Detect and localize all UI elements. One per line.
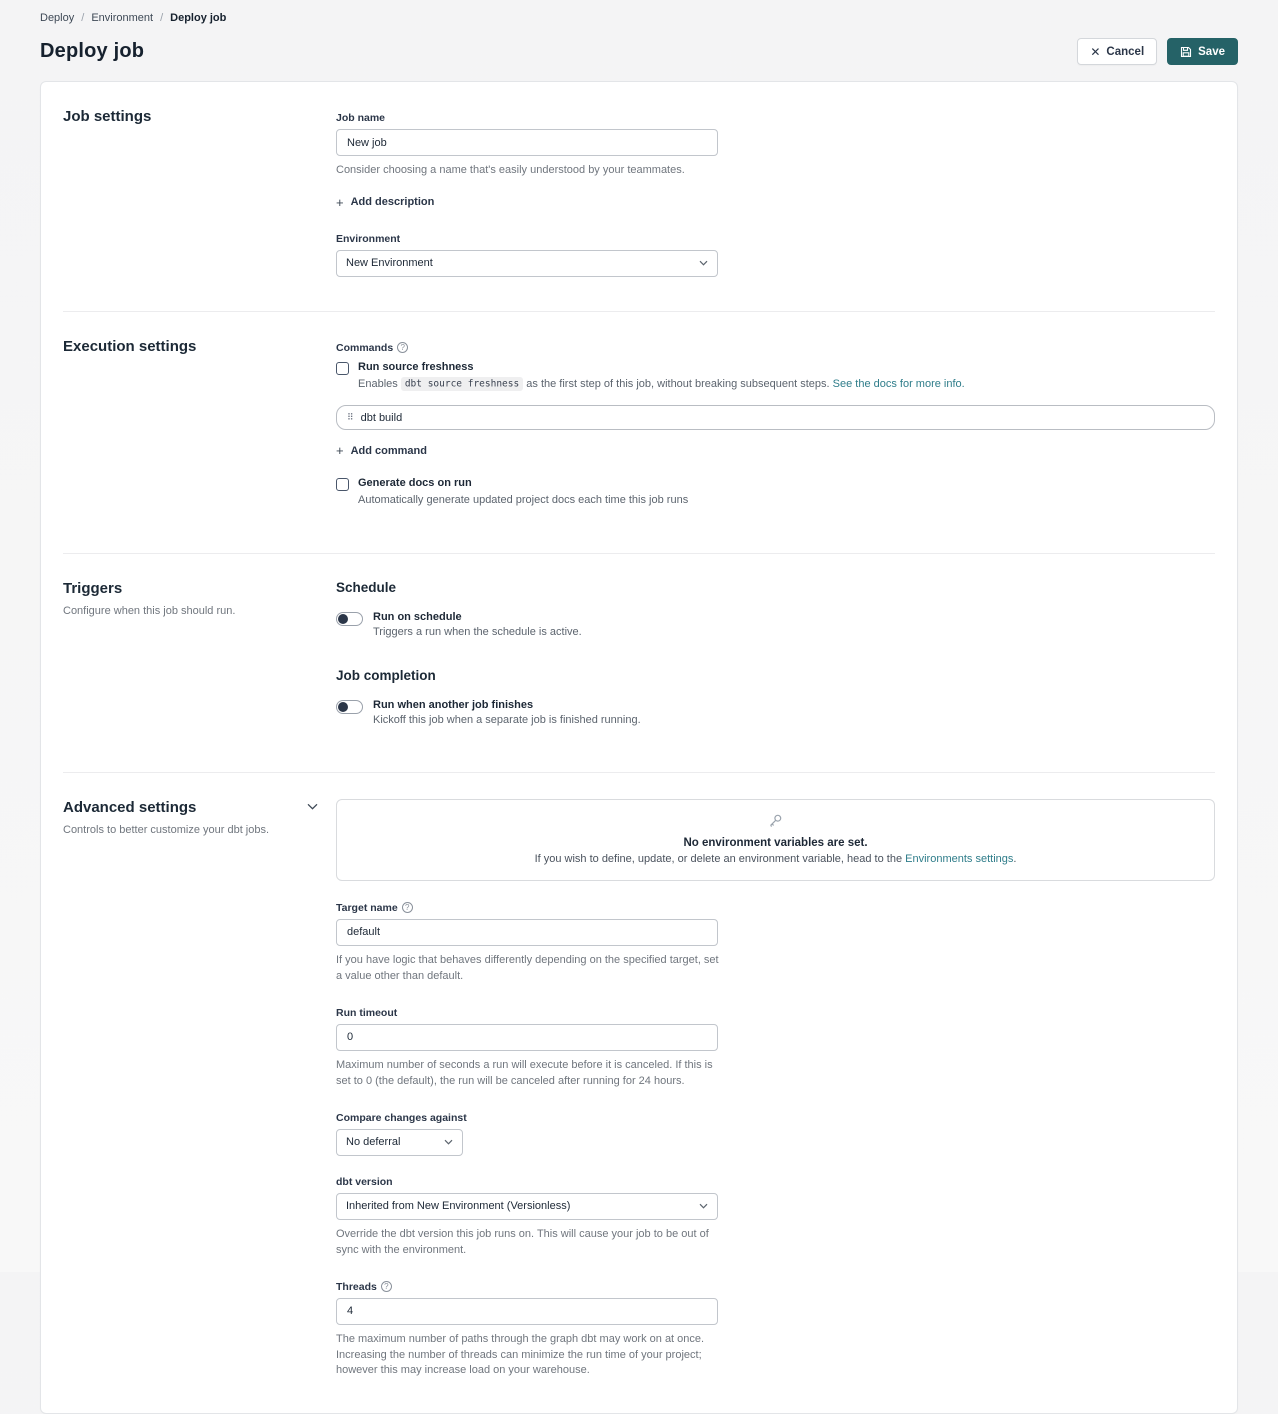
compare-changes-value: No deferral [346, 1136, 401, 1149]
run-source-freshness-label: Run source freshness [358, 360, 474, 373]
job-name-label: Job name [336, 112, 386, 124]
help-icon[interactable]: ? [397, 342, 408, 353]
section-advanced-settings [63, 772, 1215, 1413]
plus-icon: + [336, 194, 344, 210]
triggers-subtitle: Configure when this job should run. [63, 604, 236, 617]
target-name-field [336, 898, 1215, 985]
advanced-settings-subtitle: Controls to better customize your dbt jobs. [63, 823, 270, 836]
collapse-chevron-icon[interactable] [307, 803, 318, 810]
run-when-job-finishes-row [336, 699, 1215, 726]
command-input-row[interactable] [336, 405, 1215, 430]
header-actions [1077, 38, 1238, 65]
freshness-code-chip: dbt source freshness [401, 377, 523, 391]
breadcrumb-environment[interactable]: Environment [91, 12, 154, 24]
execution-settings-heading: Execution settings [63, 337, 197, 355]
add-description-button[interactable] [336, 196, 434, 209]
env-vars-desc-suffix: . [1013, 852, 1017, 865]
dbt-version-label: dbt version [336, 1175, 393, 1188]
env-vars-desc-prefix: If you wish to define, update, or delete an environment variable, head to the [534, 852, 903, 865]
save-button-label: Save [1198, 45, 1225, 58]
chevron-down-icon [699, 1203, 708, 1209]
run-on-schedule-desc: Triggers a run when the schedule is active. [373, 625, 582, 638]
close-icon: ✕ [1090, 44, 1101, 59]
chevron-down-icon [444, 1139, 453, 1145]
generate-docs-label: Generate docs on run [358, 477, 472, 490]
run-when-job-finishes-label: Run when another job finishes [373, 698, 534, 711]
run-when-job-finishes-desc: Kickoff this job when a separate job is finished running. [373, 713, 641, 726]
job-name-field [336, 108, 1215, 179]
docs-link[interactable]: See the docs for more info. [832, 377, 965, 390]
dbt-version-field [336, 1172, 1215, 1259]
plus-icon: + [336, 443, 344, 459]
target-name-input[interactable] [336, 919, 718, 946]
section-triggers [63, 553, 1215, 772]
breadcrumb-separator: / [160, 12, 164, 24]
triggers-heading: Triggers [63, 579, 123, 597]
run-source-freshness-checkbox[interactable] [336, 362, 349, 375]
compare-changes-label: Compare changes against [336, 1111, 467, 1124]
breadcrumb-deploy-job: Deploy job [170, 12, 227, 24]
job-name-input[interactable] [336, 129, 718, 156]
help-icon[interactable]: ? [402, 902, 413, 913]
key-icon [768, 813, 783, 828]
job-settings-heading: Job settings [63, 108, 152, 125]
add-description-label: Add description [350, 196, 435, 209]
threads-field [336, 1277, 1215, 1380]
threads-input[interactable] [336, 1298, 718, 1325]
cancel-button-label: Cancel [1106, 45, 1145, 58]
run-source-freshness-desc [358, 376, 965, 393]
env-vars-desc [347, 853, 1204, 865]
run-source-freshness-row [336, 361, 1215, 393]
top-bar [0, 0, 1278, 65]
job-form-card [40, 81, 1238, 1414]
job-completion-block [336, 668, 1215, 726]
section-job-settings [63, 82, 1215, 311]
run-on-schedule-toggle[interactable] [336, 612, 363, 626]
commands-label: Commands [336, 341, 394, 354]
threads-helper: The maximum number of paths through the graph dbt may work on at once. Increasing the number of threads can minimize the run time of your project; however this may increase load on your warehouse. [336, 1332, 705, 1377]
environment-select-value: New Environment [346, 257, 433, 270]
target-name-label: Target name [336, 901, 398, 914]
advanced-settings-heading: Advanced settings [63, 798, 197, 816]
save-icon [1180, 46, 1192, 58]
run-on-schedule-row [336, 611, 1215, 638]
add-command-button[interactable] [336, 444, 427, 457]
dbt-version-select[interactable] [336, 1193, 718, 1220]
schedule-heading: Schedule [336, 579, 397, 595]
job-completion-heading: Job completion [336, 667, 436, 683]
freshness-desc-suffix: as the first step of this job, without breaking subsequent steps. [526, 377, 830, 390]
freshness-desc-prefix: Enables [358, 377, 398, 390]
page-title: Deploy job [40, 40, 145, 62]
generate-docs-checkbox[interactable] [336, 478, 349, 491]
target-name-helper: If you have logic that behaves differently depending on the specified target, set a value other than default. [336, 953, 719, 982]
schedule-block [336, 580, 1215, 638]
environment-field [336, 229, 1215, 277]
generate-docs-desc: Automatically generate updated project docs each time this job runs [358, 494, 689, 507]
add-command-label: Add command [350, 444, 427, 457]
compare-changes-field [336, 1108, 1215, 1156]
run-on-schedule-label: Run on schedule [373, 610, 462, 623]
run-timeout-label: Run timeout [336, 1006, 398, 1019]
job-name-helper: Consider choosing a name that's easily understood by your teammates. [336, 164, 685, 176]
env-vars-empty-box [336, 799, 1215, 881]
dbt-version-value: Inherited from New Environment (Versionless) [346, 1200, 571, 1213]
compare-changes-select[interactable] [336, 1129, 463, 1156]
breadcrumb-separator: / [81, 12, 85, 24]
breadcrumb [40, 12, 1238, 24]
run-timeout-helper: Maximum number of seconds a run will execute before it is canceled. If this is set to 0 (the default), the run will be canceled after running for 24 hours. [336, 1058, 713, 1087]
command-input-value: dbt build [360, 411, 403, 424]
run-when-job-finishes-toggle[interactable] [336, 700, 363, 714]
breadcrumb-deploy[interactable]: Deploy [40, 12, 75, 24]
generate-docs-row [336, 477, 1215, 509]
cancel-button[interactable] [1077, 38, 1157, 65]
section-execution-settings [63, 311, 1215, 553]
run-timeout-input[interactable] [336, 1024, 718, 1051]
save-button[interactable] [1167, 38, 1238, 65]
drag-handle-icon[interactable]: ⠿ [347, 412, 353, 423]
help-icon[interactable]: ? [381, 1281, 392, 1292]
environment-select[interactable] [336, 250, 718, 277]
environments-settings-link[interactable]: Environments settings [905, 852, 1014, 865]
threads-label: Threads [336, 1280, 377, 1293]
environment-label: Environment [336, 232, 401, 245]
env-vars-title: No environment variables are set. [683, 836, 868, 849]
run-timeout-field [336, 1003, 1215, 1090]
dbt-version-helper: Override the dbt version this job runs on. This will cause your job to be out of sync with the environment. [336, 1227, 709, 1256]
chevron-down-icon [699, 260, 708, 266]
